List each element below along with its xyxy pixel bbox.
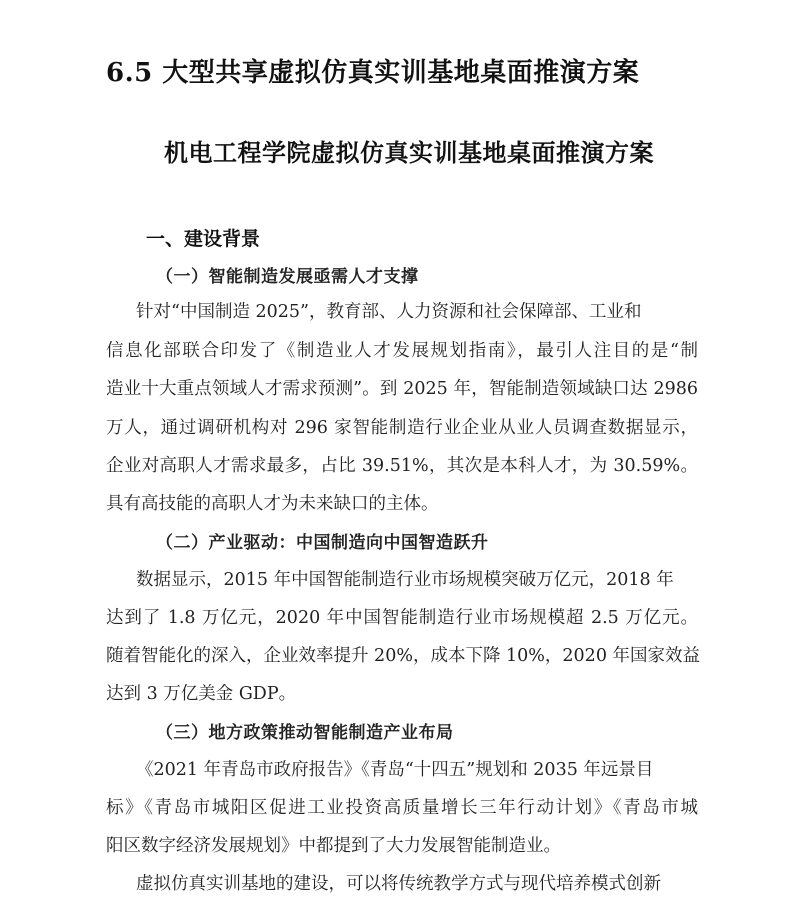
document-title: 6.5 大型共享虚拟仿真实训基地桌面推演方案: [106, 58, 640, 88]
paragraph-line: 具有高技能的高职人才为未来缺口的主体。: [106, 494, 439, 514]
paragraph-line: 企业对高职人才需求最多，占比 39.51%，其次是本科人才，为 30.59%。: [106, 456, 698, 476]
paragraph-line: 达到了 1.8 万亿元，2020 年中国智能制造行业市场规模超 2.5 万亿元。: [106, 608, 698, 628]
paragraph-line: 数据显示，2015 年中国智能制造行业市场规模突破万亿元，2018 年: [136, 570, 674, 590]
document-subtitle: 机电工程学院虚拟仿真实训基地桌面推演方案: [164, 138, 654, 167]
paragraph-line: 《2021 年青岛市政府报告》《青岛“十四五”规划和 2035 年远景目: [136, 760, 654, 780]
subsection-heading-policy: （三）地方政策推动智能制造产业布局: [156, 723, 454, 743]
paragraph-line: 针对“中国制造 2025”，教育部、人力资源和社会保障部、工业和: [136, 302, 642, 322]
paragraph-line: 标》《青岛市城阳区促进工业投资高质量增长三年行动计划》《青岛市城: [106, 798, 698, 818]
section-heading-background: 一、建设背景: [146, 228, 261, 250]
paragraph-line: 阳区数字经济发展规划》中都提到了大力发展智能制造业。: [106, 836, 561, 856]
subsection-heading-talent: （一）智能制造发展亟需人才支撑: [156, 267, 419, 287]
paragraph-line: 造业十大重点领域人才需求预测”。到 2025 年，智能制造领域缺口达 2986: [106, 379, 698, 399]
paragraph-line: 达到 3 万亿美金 GDP。: [106, 684, 297, 704]
paragraph-line: 万人，通过调研机构对 296 家智能制造行业企业从业人员调查数据显示，: [106, 418, 698, 438]
paragraph-line: 随着智能化的深入，企业效率提升 20%，成本下降 10%，2020 年国家效益: [106, 646, 701, 666]
subsection-heading-industry: （二）产业驱动：中国制造向中国智造跃升: [156, 533, 489, 553]
paragraph-line: 信息化部联合印发了《制造业人才发展规划指南》，最引人注目的是“制: [106, 341, 698, 361]
paragraph-line: 虚拟仿真实训基地的建设，可以将传统教学方式与现代培养模式创新: [136, 874, 661, 894]
